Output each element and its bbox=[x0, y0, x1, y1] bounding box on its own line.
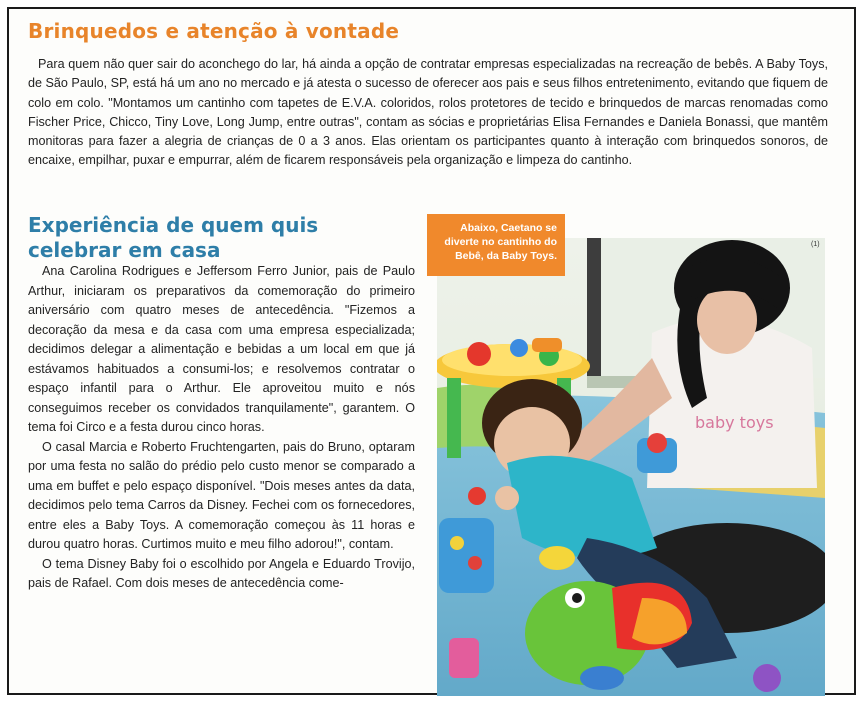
photo-credit-tag: (1) bbox=[811, 241, 820, 248]
intro-paragraph: Para quem não quer sair do aconchego do lar, há ainda a opção de contratar empresas especializadas na recreação de bebês. A Baby Toys, de São Paulo, SP, está há um ano no mercado e já atesta o sucesso de oferecer aos pais e seus filhos entretenimento, evitando que fiquem de colo em colo. "Montamos um cantinho com tapetes de E.V.A. coloridos, rolos protetores de tecido e brinquedos de marcas renomadas como Fischer Price, Chicco, Tiny Love, Long Jump, entre outras", contam as sócias e proprietárias Elisa Fernandes e Daniela Bonassi, que mantêm monitoras para fazer a alegria de crianças de 0 a 3 anos. Elas orientam os participantes quanto à interação com brinquedos sonoros, de encaixe, empilhar, puxar e empurrar, além de ficarem responsáveis pela organização e limpeza do cantinho. bbox=[28, 57, 828, 168]
paragraph-bruno: O casal Marcia e Roberto Fruchtengarten, pais do Bruno, optaram por uma festa no salão do prédio pelo custo menor se comparado a uma em buffet e pelo espaço disponível. "Dois meses antes da data, decidimos pelo tema Carros da Disney. Fechei com os fornecedores, entre eles a Baby Toys. A comemoração começou às 11 horas e durou quatro horas. Curtimos muito e meu filho adorou!", contam. bbox=[28, 439, 415, 551]
photo-illustration bbox=[437, 238, 825, 696]
paragraph-rafael: O tema Disney Baby foi o escolhido por Angela e Eduardo Trovijo, pais de Rafael. Com dois meses de antecedência come- bbox=[28, 556, 415, 590]
article-column bbox=[28, 262, 415, 622]
section-title-toys: Brinquedos e atenção à vontade bbox=[28, 19, 400, 43]
photo-caption: Abaixo, Caetano se diverte no cantinho do Bebê, da Baby Toys. bbox=[427, 214, 565, 276]
section-title-home-celebration: Experiência de quem quis celebrar em casa bbox=[28, 213, 319, 262]
photo-baby-playing bbox=[437, 238, 825, 696]
paragraph-paulo-arthur: Ana Carolina Rodrigues e Jeffersom Ferro Junior, pais de Paulo Arthur, iniciaram os preparativos da comemoração do primeiro aniversário com quatro meses de antecedência. "Fizemos a decoração da mesa e da casa com uma empresa especializada; decidimos delegar a alimentação e bebidas a um local em que já estávamos habituados a consumi-los; e resolvemos contratar o espaço infantil para o Arthur. Ele aproveitou muito e nós conseguimos receber os convidados tranquilamente", garantem. O tema foi Circo e a festa durou cinco horas. bbox=[28, 264, 415, 434]
shirt-logo: baby toys bbox=[695, 413, 774, 432]
